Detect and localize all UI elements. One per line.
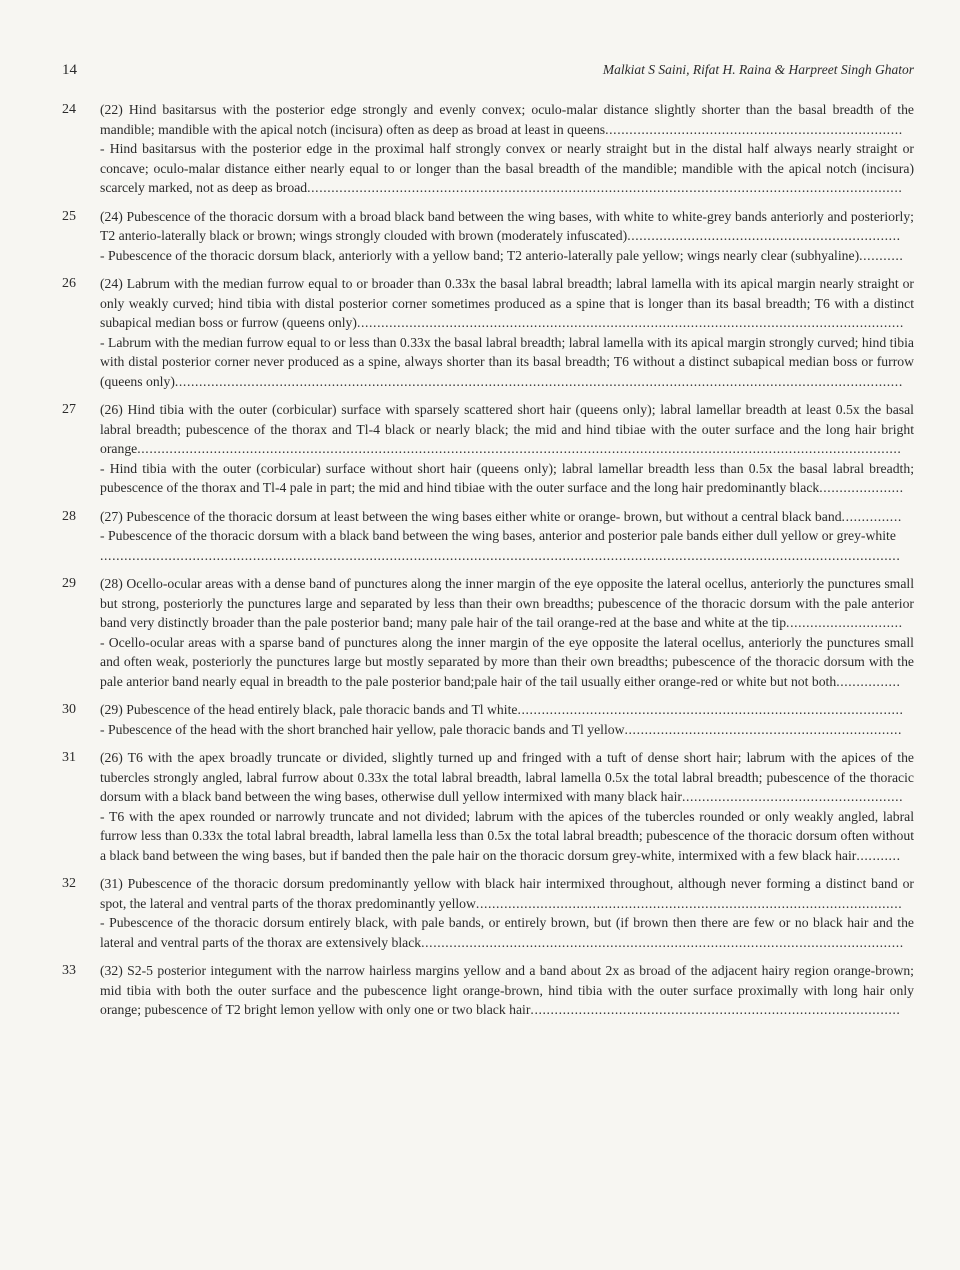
key-couplet (62, 100, 914, 198)
key-couplet (62, 700, 914, 739)
lead-prefix: (26) (100, 402, 128, 417)
lead-prefix: (24) (100, 208, 127, 224)
dot-leader: ........................................................................................................................ (421, 934, 904, 950)
lead-text: Ocello-ocular areas with a sparse band of punctures along the inner margin of the eye opposite the lateral ocellus, anteriorly the punctures small and often weak, posteriorly the punctures large but mostly separated by more than their own breadths; pubescence of the thoracic dorsum with the pale anterior band nearly equal in breadth to the pale posterior band;pale hair of the tail usually either orange-red or white but not both (100, 634, 914, 689)
lead-text: T6 with the apex rounded or narrowly truncate and not divided; labrum with the apices of the tubercles rounded or only weakly angled, labral furrow less than 0.33x the total labral breadth, labral lamella less than 0.5x the total labral breadth; pubescence of the thoracic dorsum often without a black band between the wing bases, but if banded then the pale hair on the thoracic dorsum grey-white, intermixed with a few black hair (100, 808, 915, 863)
lead-prefix: - (100, 808, 110, 824)
lead-text: Ocello-ocular areas with a dense band of punctures along the inner margin of the eye opposite the lateral ocellus, anteriorly the punctures small but strong, posteriorly the punctures large and separated by less than their own breadths; pubescence of the thoracic dorsum with the pale anterior band very distinctly broader than the pale posterior band; many pale hair of the tail orange-red at the base and white at the tip (100, 576, 914, 630)
key-lead (100, 874, 914, 913)
key-lead (100, 139, 914, 198)
lead-text: Pubescence of the head with the short branched hair yellow, pale thoracic bands and Tl yellow (107, 721, 625, 737)
couplet-body (100, 400, 914, 498)
key-couplet (62, 274, 914, 391)
lead-text: Hind tibia with the outer (corbicular) surface with sparsely scattered short hair (queens only); labral lamellar breadth at least 0.5x the basal labral breadth; pubescence of the thorax and Tl-4 black or nearly black; the mid and hind tibiae with the outer surface and the long hair bright orange (100, 402, 914, 456)
key-lead (100, 807, 914, 866)
dot-leader: ....................................................... (681, 789, 904, 804)
key-lead (100, 526, 914, 565)
lead-text: S2-5 posterior integument with the narrow hairless margins yellow and a band about 2x as broad of the adjacent hairy region orange-brown; mid tibia with both the outer surface and the pubescence light orange-brown, hind tibia with the outer surface proximally with long hair only orange; pubescence of T2 bright lemon yellow with only one or two black hair (100, 963, 914, 1017)
key-lead (100, 913, 914, 952)
lead-prefix: - (100, 721, 108, 737)
lead-text: Hind tibia with the outer (corbicular) surface without short hair (queens only); labral lamellar breadth less than 0.5x the basal labral breadth; pubescence of the thorax and Tl-4 pale in part; the mid and hind tibiae with the outer surface and the long hair predominantly black (100, 460, 914, 495)
key-lead (100, 333, 914, 392)
lead-text: Pubescence of the thoracic dorsum predominantly yellow with black hair intermixed throughout, although never forming a distinct band or spot, the lateral and ventral parts of the thorax predominantly yellow (100, 876, 914, 911)
lead-text: T6 with the apex broadly truncate or divided, slightly turned up and fringed with a tuft of dense short hair; labrum with the apices of the tubercles strongly angled, labral furrow about 0.33x the total labral breadth, labral lamella 0.5x the total labral breadth; pubescence of the thoracic dorsum with a black band between the wing bases, otherwise dull yellow intermixed with many black hair (100, 750, 914, 804)
key-lead (100, 100, 914, 139)
couplet-number: 28 (62, 508, 76, 524)
key-couplet (62, 507, 914, 566)
key-lead (100, 507, 914, 527)
dot-leader: .......................................................................................................... (475, 895, 903, 911)
lead-prefix: - (100, 528, 108, 543)
couplet-body (100, 748, 914, 865)
lead-text: Labrum with the median furrow equal to or less than 0.33x the basal labral breadth; labral lamella with its apical margin strongly curved; hind tibia with distal posterior corner never produced as a spine, always shorter than its basal breadth; T6 without a distinct subapical median boss or furrow (queens only) (100, 334, 914, 389)
key-couplet (62, 207, 914, 266)
couplet-body (100, 100, 914, 198)
key-lead (100, 459, 914, 498)
couplet-number: 27 (62, 402, 76, 417)
dot-leader: ..................................................................... (624, 721, 903, 737)
lead-prefix: - (100, 334, 108, 350)
lead-text: Pubescence of the thoracic dorsum entirely black, with pale bands, or entirely brown, but (if brown then there are few or no black hair and the lateral and ventral parts of the thorax are extensively black (100, 915, 914, 950)
lead-text: Pubescence of the thoracic dorsum with a black band between the wing bases, anterior and posterior pale bands either dull yellow or grey-white (107, 528, 896, 543)
lead-prefix: (28) (100, 576, 127, 591)
dot-leader: ................ (836, 673, 901, 689)
dot-leader: .......................................................................... (605, 121, 903, 137)
couplet-body (100, 961, 914, 1020)
key-couplet (62, 961, 914, 1020)
key-couplet (62, 574, 914, 691)
dot-leader: .................................................................... (627, 228, 901, 243)
lead-prefix: (29) (100, 702, 127, 717)
couplet-number: 24 (62, 102, 76, 117)
key-lead (100, 700, 914, 720)
dot-leader: ................................................................................................ (517, 702, 904, 717)
couplet-body (100, 874, 914, 952)
running-header (62, 62, 914, 79)
key-lead (100, 400, 914, 459)
couplet-body (100, 574, 914, 691)
couplet-number: 33 (62, 963, 76, 978)
dot-leader: ........... (856, 847, 901, 863)
key-couplet (62, 748, 914, 865)
couplet-number: 32 (62, 876, 76, 891)
dot-leader: ..................... (819, 480, 904, 495)
dot-leader: .............................................................................................................................................................................................. (137, 441, 902, 456)
couplet-body (100, 507, 914, 566)
lead-prefix: (26) (100, 750, 128, 765)
lead-prefix: - (100, 247, 108, 263)
dot-leader: ............................. (786, 615, 903, 630)
lead-prefix: (22) (100, 102, 129, 117)
dot-leader: ........... (859, 247, 904, 263)
lead-prefix: (31) (100, 876, 128, 891)
lead-text: Hind basitarsus with the posterior edge in the proximal half strongly convex or nearly straight but in the distal half always nearly straight or concave; oculo-malar distance either nearly equal to or longer than the basal breadth of the mandible; mandible with the apical notch (incisura) scarcely marked, not as deep as broad (100, 141, 914, 195)
couplet-number: 31 (62, 750, 76, 765)
couplet-number: 26 (62, 276, 76, 291)
key-couplet (62, 874, 914, 952)
key-lead (100, 720, 914, 740)
lead-text: Pubescence of the thoracic dorsum with a broad black band between the wing bases, with white to white-grey bands anteriorly and posteriorly; T2 anterio-laterally black or brown; wings strongly clouded with brown (moderately infuscated) (100, 208, 914, 243)
dot-leader: ............................................................................................ (530, 1002, 901, 1017)
page-number: 14 (62, 62, 77, 78)
key-lead (100, 633, 914, 692)
couplet-number: 25 (62, 208, 76, 224)
lead-prefix: (24) (100, 276, 127, 291)
lead-text: Pubescence of the head entirely black, pale thoracic bands and Tl white (126, 702, 518, 717)
running-head-authors: Malkiat S Saini, Rifat H. Raina & Harpreet Singh Ghator (602, 62, 914, 77)
key-lead (100, 961, 914, 1020)
dot-leader: ..................................................................................................................................................................................... (174, 373, 903, 389)
lead-prefix: (32) (100, 963, 128, 978)
lead-prefix: - (100, 634, 109, 650)
lead-prefix: - (100, 141, 110, 156)
key-lead (100, 207, 914, 246)
lead-text: Pubescence of the thoracic dorsum black, anteriorly with a yellow band; T2 anterio-laterally pale yellow; wings nearly clear (subhyaline) (107, 247, 860, 263)
couplet-number: 30 (62, 702, 76, 717)
lead-prefix: - (100, 460, 110, 476)
key-couplet (62, 400, 914, 498)
dot-leader: ........................................................................................................................................ (356, 315, 904, 330)
lead-text: Hind basitarsus with the posterior edge strongly and evenly convex; oculo-malar distance slightly shorter than the basal breadth of the mandible; mandible with the apical notch (incisura) often as deep as broad at least in queens (100, 102, 914, 137)
lead-prefix: (27) (100, 508, 127, 524)
couplet-body (100, 207, 914, 266)
key-lead (100, 574, 914, 633)
couplet-body (100, 274, 914, 391)
key-lead (100, 274, 914, 333)
lead-prefix: - (100, 915, 110, 930)
identification-key (62, 100, 914, 1029)
key-lead (100, 748, 914, 807)
dot-leader: ............... (841, 508, 902, 524)
lead-text: Labrum with the median furrow equal to or broader than 0.33x the basal labral breadth; labral lamella with its apical margin nearly straight or only weakly curved; hind tibia with distal posterior corner sometimes produced as a spine that is longer than its basal breadth; T6 with a distinct subapical median boss or furrow (queens only) (100, 276, 914, 330)
dot-leader: .................................................................................................................................................... (307, 180, 903, 195)
couplet-body (100, 700, 914, 739)
lead-text: Pubescence of the thoracic dorsum at least between the wing bases either white or orange- brown, but without a central black band (126, 508, 842, 524)
couplet-number: 29 (62, 576, 76, 591)
dot-leader: ....................................................................................................................................................................................................... (100, 547, 901, 563)
key-lead (100, 246, 914, 266)
